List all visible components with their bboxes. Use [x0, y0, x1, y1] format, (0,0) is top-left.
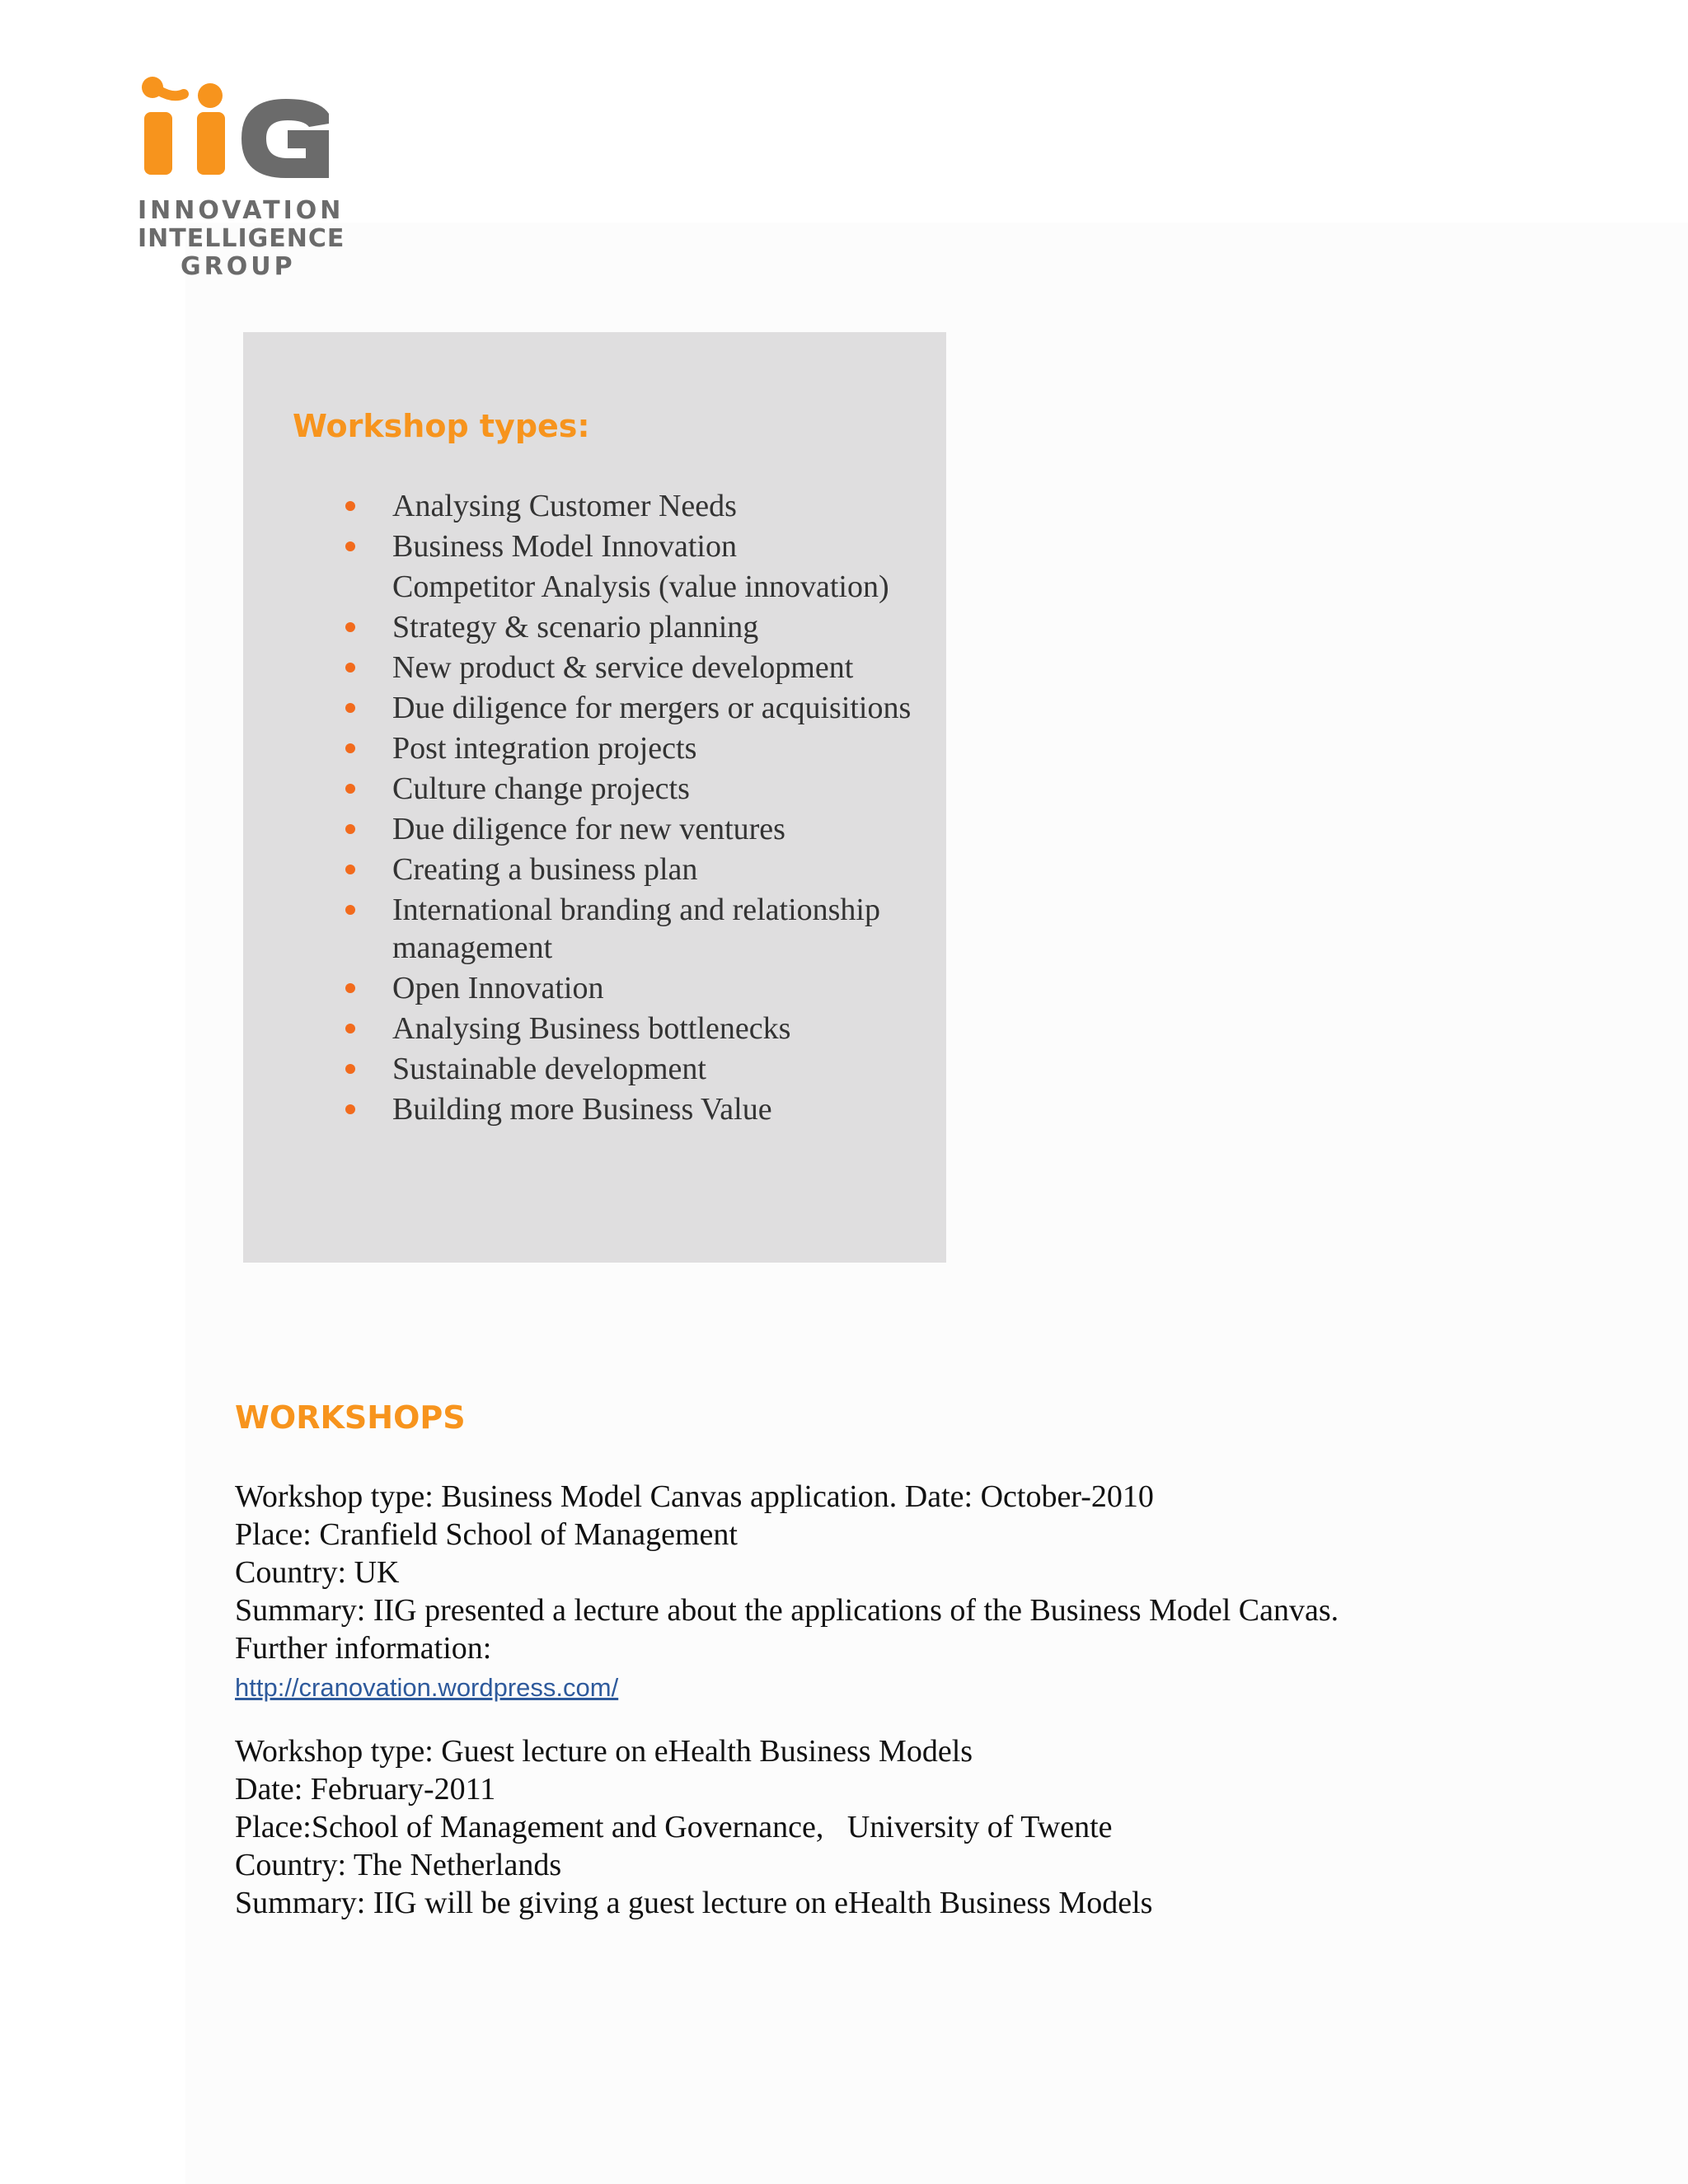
list-item-text: International branding and relationship management — [392, 893, 880, 965]
list-item — [243, 891, 946, 967]
list-item — [243, 810, 946, 848]
list-item — [243, 729, 946, 767]
iig-logo-mark — [136, 76, 334, 191]
list-item-text: New product & service development — [392, 650, 854, 685]
workshop-type-line: Workshop type: Guest lecture on eHealth Business Models — [235, 1734, 973, 1769]
logo-line-innovation: INNOVATION — [138, 196, 345, 225]
bullet-icon — [345, 1064, 355, 1074]
bullet-icon — [345, 703, 355, 713]
bullet-icon — [345, 824, 355, 834]
bullet-icon — [345, 784, 355, 794]
bullet-icon — [345, 1104, 355, 1114]
logo-line-group: GROUP — [181, 252, 296, 281]
workshop-entry-1 — [235, 1478, 1339, 1705]
bullet-icon — [345, 743, 355, 753]
list-item-text: Creating a business plan — [392, 852, 698, 887]
list-item-text: Post integration projects — [392, 731, 697, 766]
list-item — [243, 689, 946, 727]
further-info-line: Further information: — [235, 1631, 492, 1666]
list-item — [243, 568, 946, 606]
workshop-types-box — [243, 332, 946, 1263]
list-item — [243, 1090, 946, 1128]
list-item-text: Due diligence for new ventures — [392, 812, 785, 846]
bullet-icon — [345, 501, 355, 511]
list-item — [243, 608, 946, 646]
place-line: Place: Cranfield School of Management — [235, 1517, 738, 1552]
list-item — [243, 969, 946, 1007]
list-item — [243, 1050, 946, 1088]
list-item-text: Due diligence for mergers or acquisitions — [392, 691, 912, 725]
workshop-types-list — [243, 487, 946, 1131]
iig-logo — [136, 76, 345, 290]
country-line: Country: UK — [235, 1555, 400, 1590]
list-item-text: Business Model Innovation — [392, 529, 737, 564]
list-item-text: Analysing Business bottlenecks — [392, 1011, 791, 1046]
summary-line: Summary: IIG will be giving a guest lecture on eHealth Business Models — [235, 1886, 1153, 1920]
bullet-icon — [345, 865, 355, 874]
place-line: Place:School of Management and Governance, University of Twente — [235, 1810, 1113, 1844]
list-item-text: Competitor Analysis (value innovation) — [392, 569, 889, 604]
logo-line-intelligence: INTELLIGENCE — [138, 224, 345, 253]
list-item-text: Sustainable development — [392, 1052, 706, 1086]
bullet-icon — [345, 905, 355, 915]
list-item — [243, 851, 946, 888]
list-item-text: Open Innovation — [392, 971, 604, 1005]
list-item — [243, 527, 946, 565]
list-item — [243, 1010, 946, 1047]
bullet-icon — [345, 983, 355, 993]
list-item-text: Building more Business Value — [392, 1092, 772, 1127]
list-item — [243, 649, 946, 687]
workshop-entry-2 — [235, 1732, 1152, 1922]
cranovation-link[interactable]: http://cranovation.wordpress.com/ — [235, 1673, 619, 1702]
workshops-heading: WORKSHOPS — [235, 1399, 466, 1436]
country-line: Country: The Netherlands — [235, 1848, 562, 1882]
bullet-icon — [345, 541, 355, 551]
list-item-text: Culture change projects — [392, 771, 690, 806]
list-item — [243, 770, 946, 808]
list-item — [243, 487, 946, 525]
workshop-type-line: Workshop type: Business Model Canvas application. Date: October-2010 — [235, 1479, 1154, 1514]
bullet-icon — [345, 663, 355, 673]
list-item-text: Strategy & scenario planning — [392, 610, 759, 644]
workshop-types-heading: Workshop types: — [293, 408, 590, 444]
bullet-icon — [345, 622, 355, 632]
summary-line: Summary: IIG presented a lecture about the applications of the Business Model Canvas. — [235, 1593, 1339, 1628]
date-line: Date: February-2011 — [235, 1772, 496, 1807]
bullet-icon — [345, 1024, 355, 1033]
list-item-text: Analysing Customer Needs — [392, 489, 737, 523]
